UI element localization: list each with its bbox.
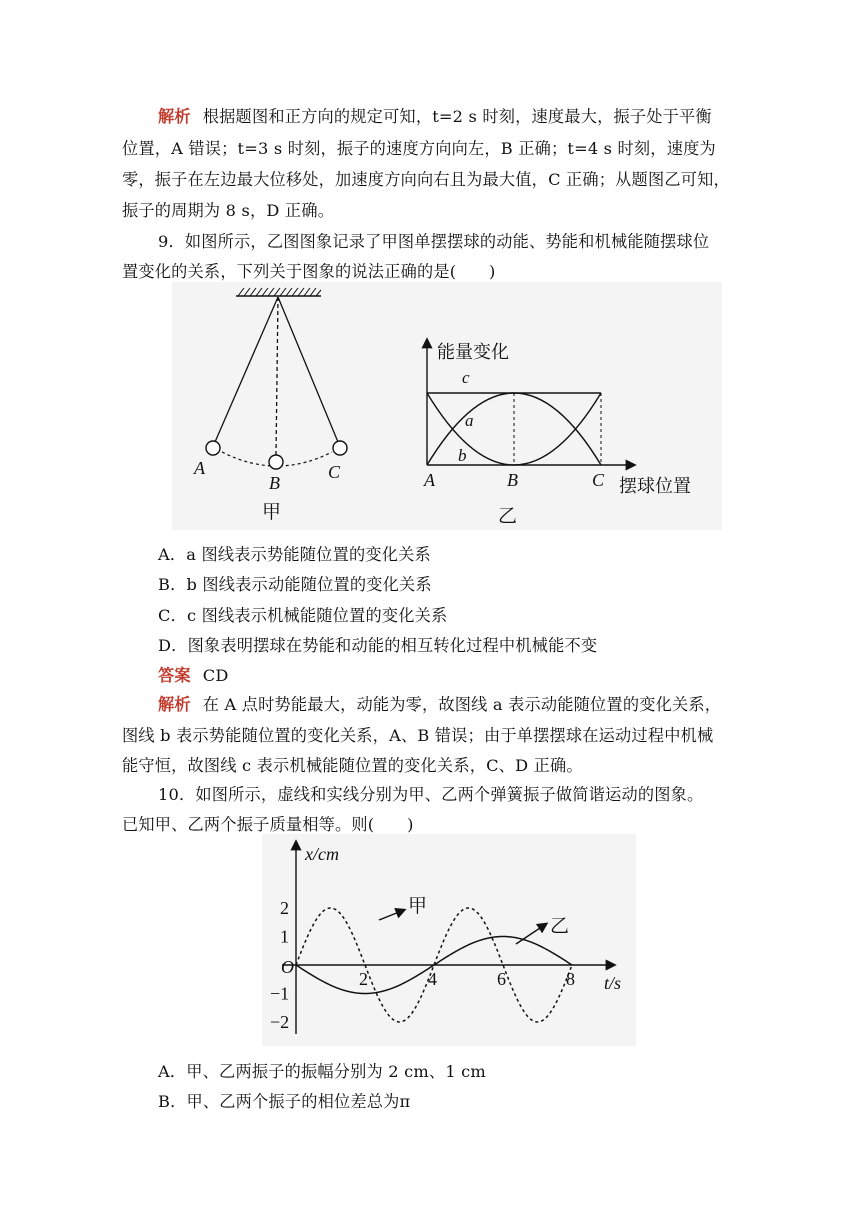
series-jia-label: 甲 — [408, 896, 428, 917]
q8-analysis-line-4: 振子的周期为 8 s，D 正确。 — [122, 201, 335, 220]
bob-b — [269, 455, 283, 469]
chart-y-label: x/cm — [305, 844, 339, 864]
jia-label: 甲 — [262, 502, 282, 523]
bob-a — [206, 441, 220, 455]
x-tick-label: 2 — [359, 969, 368, 989]
q10-stem-line-1: 10．如图所示，虚线和实线分别为甲、乙两个弹簧振子做简谐运动的图象。 — [158, 785, 704, 804]
pendulum-string-b — [276, 297, 278, 455]
point-a-label: A — [194, 458, 205, 478]
point-b-label: B — [269, 473, 280, 493]
q10-figure — [262, 834, 636, 1046]
pendulum-string-c — [278, 297, 338, 442]
graph-point-c: C — [592, 470, 605, 490]
q9-option-d: D．图象表明摆球在势能和动能的相互转化过程中机械能不变 — [158, 636, 598, 655]
q9-figure — [172, 282, 722, 530]
graph-point-b: B — [507, 470, 518, 490]
y-tick-label: −1 — [270, 983, 290, 1004]
yi-arrow — [516, 924, 546, 944]
q8-analysis-line-3: 零，振子在左边最大位移处，加速度方向向右且为最大值，C 正确；从题图乙可知， — [122, 170, 730, 189]
q8-analysis-line-2: 位置，A 错误；t=3 s 时刻，振子的速度方向向左，B 正确；t=4 s 时刻，速度为 — [122, 139, 716, 158]
yi-label: 乙 — [498, 506, 518, 527]
energy-x-label: 摆球位置 — [619, 476, 691, 496]
energy-y-label: 能量变化 — [437, 342, 509, 362]
chart-x-label: t/s — [604, 973, 622, 993]
q10-option-a: A．甲、乙两振子的振幅分别为 2 cm、1 cm — [158, 1062, 486, 1081]
curve-b-label: b — [458, 446, 467, 465]
curve-c-label: c — [462, 368, 470, 387]
q9-stem-line-2: 置变化的关系，下列关于图象的说法正确的是( ) — [122, 262, 496, 281]
q9-option-a: A．a 图线表示势能随位置的变化关系 — [158, 545, 431, 564]
shm-chart — [262, 834, 636, 1046]
jia-arrow — [379, 910, 404, 920]
x-tick-label: 4 — [428, 969, 437, 989]
bob-c — [333, 441, 347, 455]
q8-analysis-line-1: 解析 根据题图和正方向的规定可知，t=2 s 时刻，速度最大，振子处于平衡 — [158, 107, 712, 126]
series-yi-label: 乙 — [550, 916, 570, 937]
q9-analysis-line-3: 能守恒，故图线 c 表示机械能随位置的变化关系，C、D 正确。 — [122, 756, 583, 775]
x-tick-label: 8 — [566, 969, 575, 989]
q10-option-b: B．甲、乙两个振子的相位差总为π — [158, 1092, 411, 1111]
q10-stem-line-2: 已知甲、乙两个振子质量相等。则( ) — [122, 815, 414, 834]
y-tick-label: 1 — [280, 926, 289, 947]
chart-origin: O — [281, 957, 294, 977]
q9-answer: 答案 CD — [158, 666, 229, 685]
q9-option-c: C．c 图线表示机械能随位置的变化关系 — [158, 606, 448, 625]
graph-point-a: A — [424, 470, 435, 490]
y-tick-label: −2 — [270, 1012, 290, 1032]
pendulum-string-a — [215, 297, 278, 442]
x-tick-label: 6 — [497, 969, 506, 989]
point-c-label: C — [328, 462, 341, 482]
analysis-label: 解析 — [158, 107, 191, 126]
ceiling-hatch — [236, 288, 321, 296]
q9-option-b: B．b 图线表示动能随位置的变化关系 — [158, 575, 432, 594]
q9-stem-line-1: 9．如图所示，乙图图象记录了甲图单摆摆球的动能、势能和机械能随摆球位 — [158, 232, 710, 251]
q9-analysis-line-1: 解析 在 A 点时势能最大，动能为零，故图线 a 表示动能随位置的变化关系， — [158, 695, 722, 714]
y-tick-label: 2 — [280, 898, 289, 918]
curve-a-label: a — [465, 411, 474, 430]
q9-analysis-line-2: 图线 b 表示势能随位置的变化关系，A、B 错误；由于单摆摆球在运动过程中机械 — [122, 726, 714, 745]
